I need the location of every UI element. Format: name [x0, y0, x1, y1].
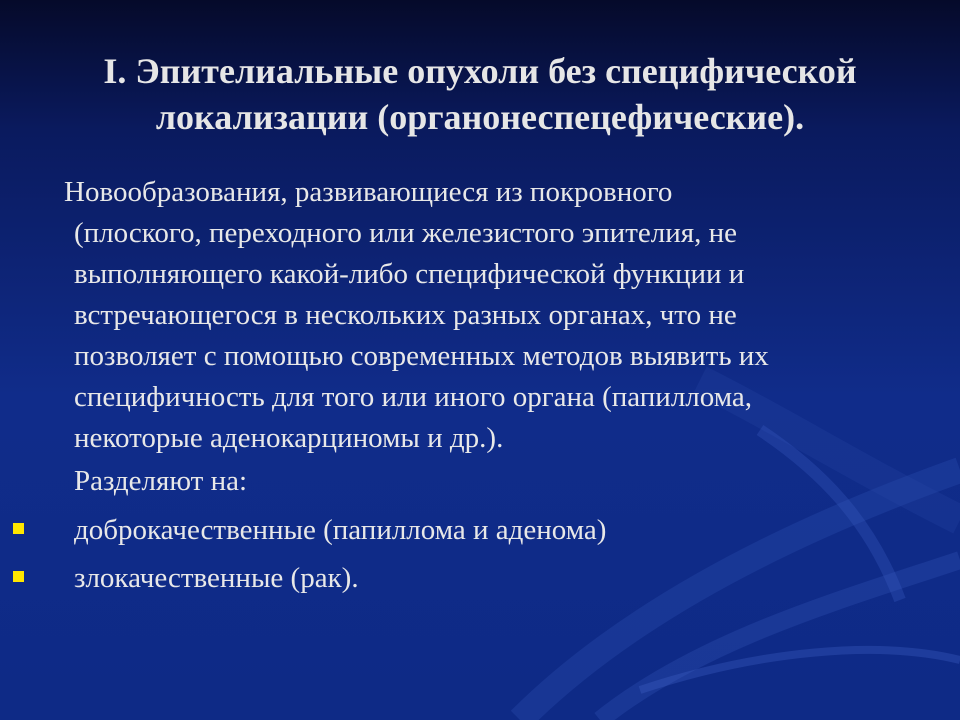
slide-title-line-1: I. Эпителиальные опухоли без специфической: [103, 51, 857, 91]
paragraph-line-7: некоторые аденокарциномы и др.).: [74, 422, 504, 454]
paragraph-line-2: (плоского, переходного или железистого эпителия, не: [74, 217, 737, 249]
bullet-text-malignant: злокачественные (рак).: [74, 562, 359, 594]
definition-paragraph: [64, 172, 954, 459]
paragraph-line-4: встречающегося в нескольких разных органах, что не: [74, 299, 737, 331]
slide-title: [20, 48, 940, 140]
bullet-item-malignant: [0, 558, 960, 599]
paragraph-line-1: Новообразования, развивающиеся из покровного: [64, 176, 673, 208]
slide-title-line-2: локализации (органонеспецефические).: [155, 97, 805, 137]
square-bullet-icon: [13, 523, 24, 534]
paragraph-line-5: позволяет с помощью современных методов выявить их: [74, 340, 769, 372]
square-bullet-icon: [13, 571, 24, 582]
bullet-text-benign: доброкачественные (папиллома и аденома): [74, 514, 607, 546]
divides-label: Разделяют на:: [74, 465, 248, 497]
bullet-item-benign: [0, 510, 960, 551]
paragraph-line-6: специфичность для того или иного органа (папиллома,: [74, 381, 752, 413]
paragraph-line-3: выполняющего какой-либо специфической функции и: [74, 258, 745, 290]
